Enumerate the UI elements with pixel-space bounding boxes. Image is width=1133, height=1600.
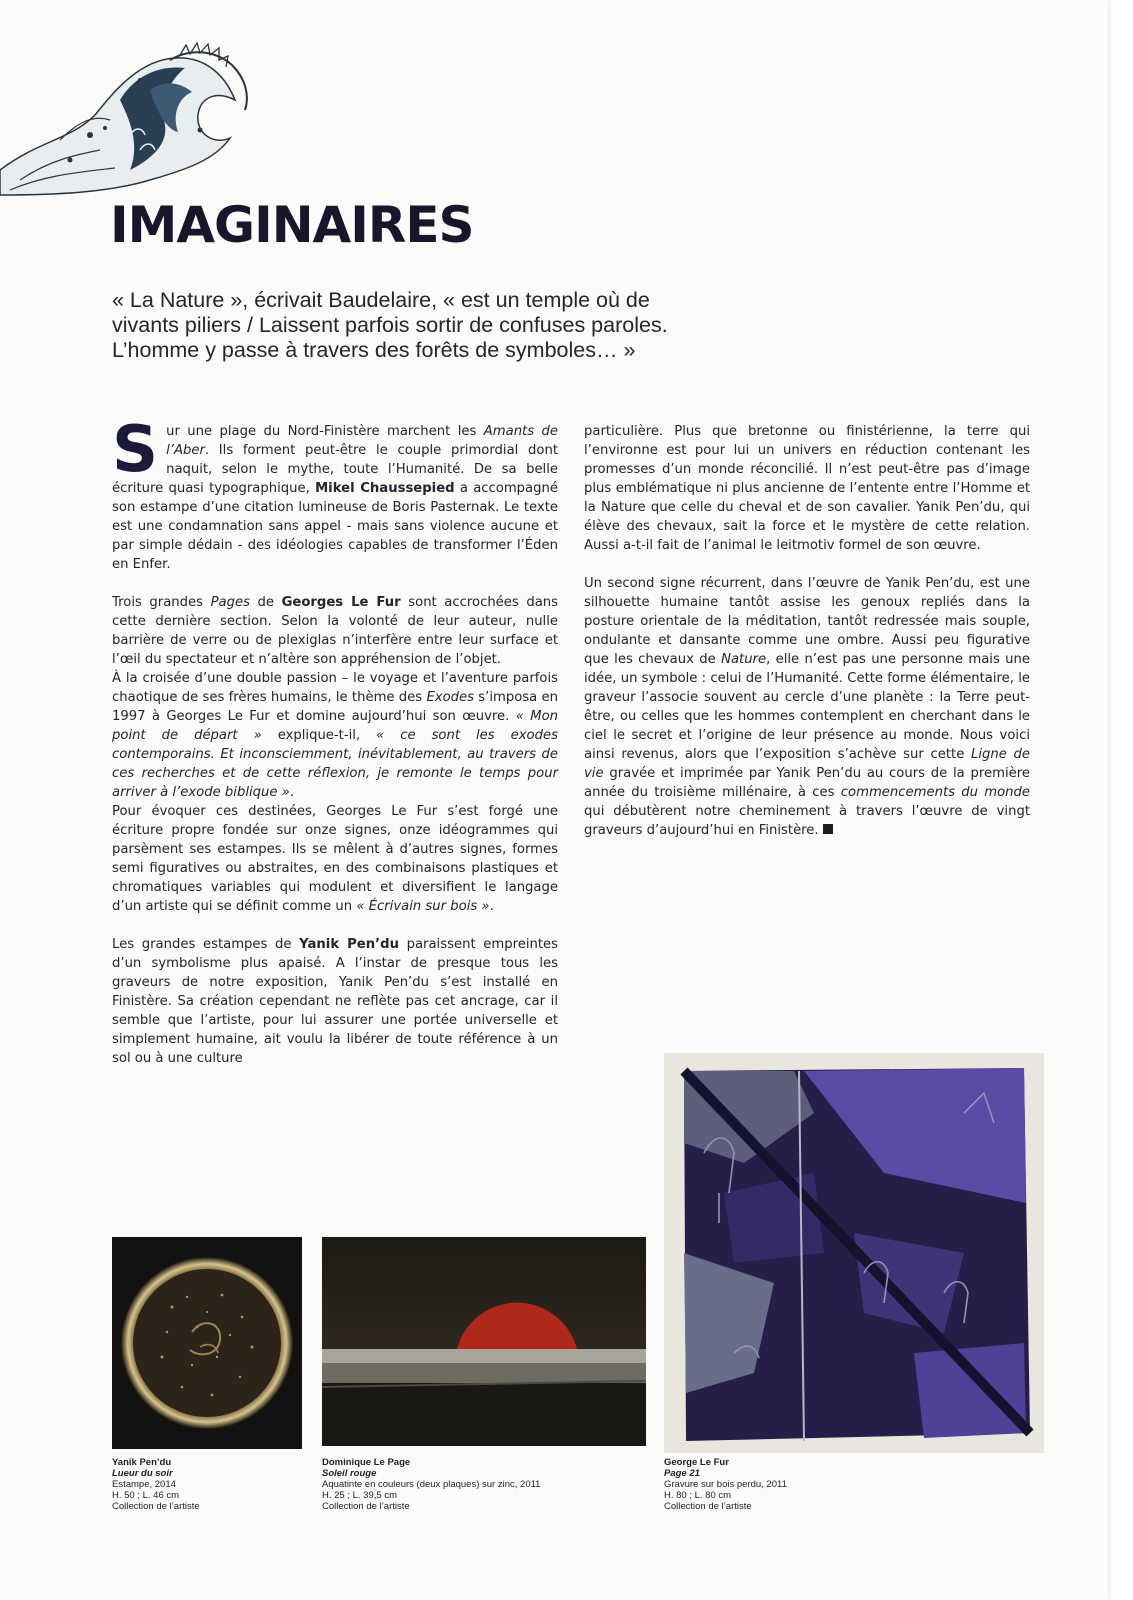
page-21-print [664, 1053, 1044, 1453]
end-mark [823, 824, 833, 834]
page-title: IMAGINAIRES [110, 196, 474, 254]
text-column-right [584, 422, 1030, 840]
wave-illustration [0, 20, 300, 200]
paragraph: À la croisée d’une double passion – le voyage et l’aventure parfois chaotique de ses frères humains, le thème des Exodes s’imposa en 1997 à Georges Le Fur et domine aujourd’hui son œuvre. « Mon point de départ » explique-t-il, « ce sont les exodes contemporains. Et inconsciemment, inévitablement, au travers de ces recherches et de cette réflexion, je remonte le temps pour arriver à l’exode biblique ». [112, 671, 559, 800]
caption-lueur-du-soir: Yanik Pen’du Lueur du soir Estampe, 2014 H. 50 ; L. 46 cm Collection de l’artiste [112, 1457, 200, 1512]
caption-soleil-rouge: Dominique Le Page Soleil rouge Aquatinte en couleurs (deux plaques) sur zinc, 2011 H. 25 ; L. 39,5 cm Collection de l’artiste [322, 1457, 541, 1512]
caption-page-21: George Le Fur Page 21 Gravure sur bois perdu, 2011 H. 80 ; L. 80 cm Collection de l’artiste [664, 1457, 787, 1512]
text-column-left [112, 413, 559, 1068]
paragraph: Trois grandes Pages de Georges Le Fur sont accrochées dans cette dernière section. Selon la volonté de leur auteur, nulle barrière de verre ou de plexiglas n’interfère entre leur surface et l’œil du spectateur et n’altère son appréhension de l’objet. [112, 595, 559, 667]
lueur-du-soir-print [112, 1237, 302, 1449]
paragraph: Un second signe récurrent, dans l’œuvre de Yanik Pen’du, est une silhouette humaine tantôt assise les genoux repliés dans la posture orientale de la méditation, tantôt redressée mais souple, ondulante et dansante comme une ombre. Aussi peu figurative que les chevaux de Nature, elle n’est pas une personne mais une idée, un symbole : celui de l’Humanité. Cette forme élémentaire, le graveur l’associe souvent au cercle d’une planète : la Terre peut-être, ou celles que les hommes contemplent en cherchant dans le ciel le secret et l’origine de leur présence au monde. Nous voici ainsi revenus, alors que l’exposition s’achève sur cette Ligne de vie gravée et imprimée par Yanik Pen’du au cours de la première année du troisième millénaire, à ces commencements du monde qui débutèrent notre cheminement à travers l’œuvre de vingt graveurs d’aujourd’hui en Finistère. [584, 576, 1031, 838]
paragraph: Pour évoquer ces destinées, Georges Le Fur s’est forgé une écriture propre fondée sur onze signes, onze idéogrammes qui parsèment ses estampes. Ils se mêlent à d’autres signes, formes semi figuratives ou abstraites, en des combinaisons plastiques et chromatiques variables qui modulent et diversifient le langage d’un artiste qui se définit comme un « Écrivain sur bois ». [112, 804, 558, 914]
lead-quote: « La Nature », écrivait Baudelaire, « est un temple où de vivants piliers / Laissent parfois sortir de confuses paroles. L’homme y passe à travers des forêts de symboles… » [112, 288, 668, 362]
paragraph: Sur une plage du Nord-Finistère marchent les Amants de l’Aber. Ils forment peut-être le couple primordial dont naquit, selon le mythe, toute l’Humanité. De sa belle écriture quasi typographique, Mikel Chaussepied a accompagné son estampe d’une citation lumineuse de Boris Pasternak. Le texte est une condamnation sans appel - mais sans violence aucune et par simple dédain - des idéologies capables de transformer l’Éden en Enfer. [112, 413, 558, 572]
soleil-rouge-print [322, 1237, 646, 1446]
paragraph: particulière. Plus que bretonne ou finistérienne, la terre qui l’environne est pour lui un univers en réduction contenant les promesses d’un monde réconcilié. Il n’est peut-être pas d’image plus emblématique ni plus ancienne de l’entente entre l’Homme et la Nature que celle du cheval et de son cavalier. Yanik Pen’du, qui élève des chevaux, sait la force et le mystère de cette relation. Aussi a-t-il fait de l’animal le leitmotiv formel de son œuvre. [584, 424, 1030, 553]
paragraph: Les grandes estampes de Yanik Pen’du paraissent empreintes d’un symbolisme plus apaisé. A l’instar de presque tous les graveurs de notre exposition, Yanik Pen’du s’est installé en Finistère. Sa création cependant ne reflète pas cet ancrage, car il semble que l’artiste, pour lui assurer une portée universelle et simplement humaine, ait voulu la libérer de toute référence à un sol ou à une culture [112, 937, 559, 1066]
drop-cap: S [112, 413, 159, 487]
